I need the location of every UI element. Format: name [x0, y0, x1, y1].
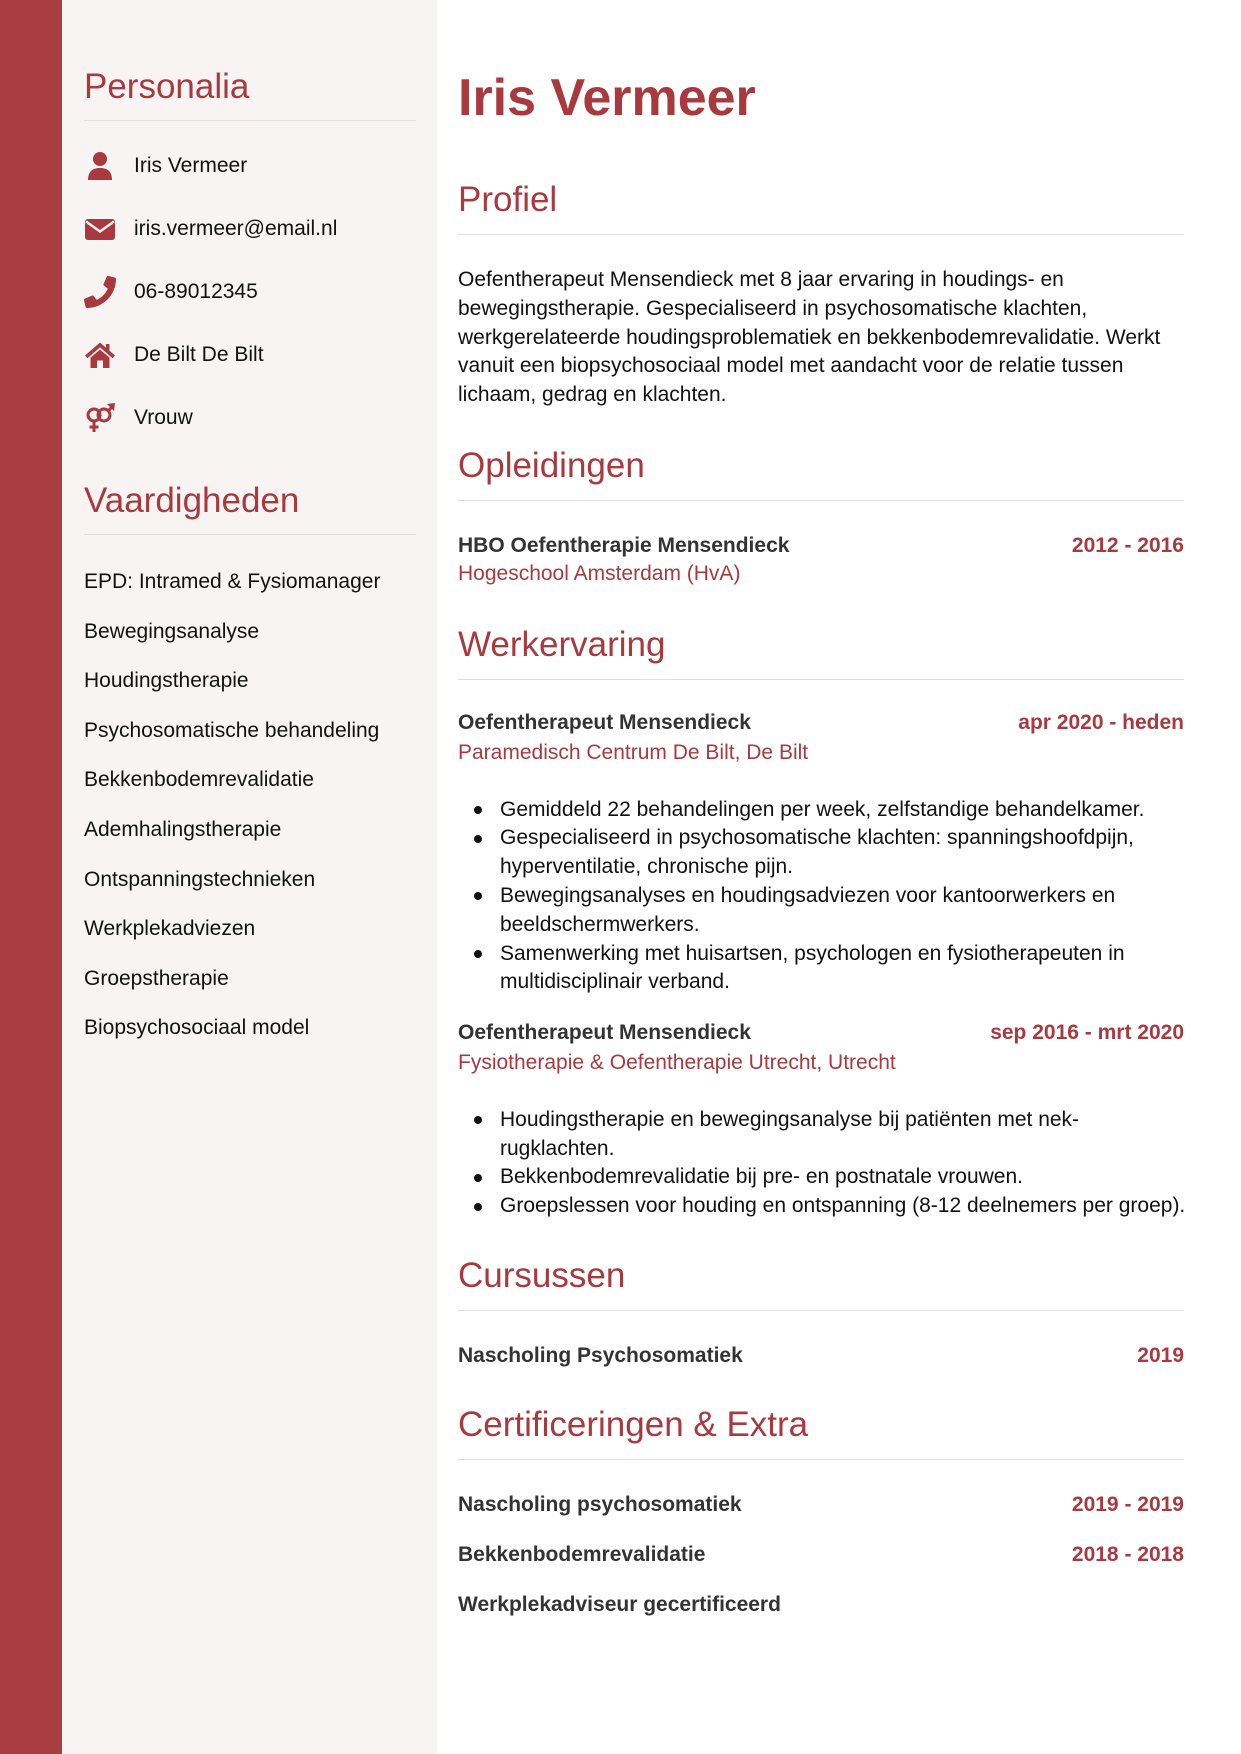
accent-stripe [0, 0, 62, 1754]
contact-name [84, 134, 416, 197]
phone-icon [84, 276, 116, 308]
contact-list [84, 134, 416, 449]
entry-title: Oefentherapeut Mensendieck [458, 1021, 751, 1045]
entry-period: 2019 - 2019 [1071, 1493, 1184, 1516]
profile-heading: Profiel [458, 180, 1184, 235]
skill-item: Houdingstherapie [84, 669, 249, 693]
bullet-item: Houdingstherapie en bewegingsanalyse bij patiënten met nek-rugklachten. [500, 1106, 1190, 1164]
gender-icon [84, 402, 116, 434]
entry-period: sep 2016 - mrt 2020 [990, 1021, 1184, 1045]
certifications-section [458, 1405, 1184, 1619]
skill-item: Ontspanningstechnieken [84, 867, 316, 891]
bullet-item: Bekkenbodemrevalidatie bij pre- en postnatale vrouwen. [500, 1163, 1190, 1192]
entry-title: Bekkenbodemrevalidatie [458, 1543, 706, 1566]
courses-section [458, 1256, 1184, 1370]
sidebar [62, 0, 437, 1754]
skill-item: Bekkenbodemrevalidatie [84, 768, 314, 792]
bullet-item: Samenwerking met huisartsen, psychologen en fysiotherapeuten in multidisciplinair verband. [500, 940, 1190, 998]
certification-entry [458, 1541, 1184, 1569]
envelope-icon [84, 213, 116, 245]
certification-entry [458, 1491, 1184, 1519]
main-content [458, 0, 1184, 1754]
personal-heading: Personalia [84, 67, 416, 121]
education-section [458, 446, 1184, 588]
entry-period: 2019 [1137, 1344, 1184, 1367]
skill-item: EPD: Intramed & Fysiomanager [84, 570, 381, 593]
entry-title: Nascholing Psychosomatiek [458, 1344, 743, 1367]
education-heading: Opleidingen [458, 446, 1184, 501]
contact-name-text: Iris Vermeer [134, 153, 248, 177]
skill-item: Werkplekadviezen [84, 917, 256, 941]
experience-entry [458, 709, 1184, 997]
education-entry [458, 532, 1184, 588]
entry-header [458, 1541, 1184, 1569]
candidate-name: Iris Vermeer [458, 69, 756, 127]
skills-section [84, 481, 416, 1053]
skill-item: Bewegingsanalyse [84, 619, 260, 643]
contact-address [84, 323, 416, 386]
experience-section [458, 625, 1184, 1221]
skill-item: Psychosomatische behandeling [84, 718, 380, 742]
certification-entry [458, 1591, 1184, 1619]
entry-title: Werkplekadviseur gecertificeerd [458, 1593, 781, 1616]
entry-header [458, 1591, 1184, 1619]
course-entry [458, 1342, 1184, 1370]
contact-email [84, 197, 416, 260]
entry-bullets [458, 796, 1190, 998]
bullet-item: Groepslessen voor houding en ontspanning (8-12 deelnemers per groep). [500, 1192, 1190, 1221]
bullet-item: Gespecialiseerd in psychosomatische klachten: spanningshoofdpijn, hyperventilatie, chronische pijn. [500, 824, 1190, 882]
contact-phone [84, 260, 416, 323]
skill-item: Biopsychosociaal model [84, 1016, 310, 1040]
entry-title: HBO Oefentherapie Mensendieck [458, 534, 790, 557]
profile-section [458, 180, 1184, 410]
experience-entry [458, 1019, 1184, 1221]
entry-organization: Paramedisch Centrum De Bilt, De Bilt [458, 741, 809, 764]
contact-gender-text: Vrouw [134, 405, 193, 429]
entry-period: 2012 - 2016 [1071, 534, 1184, 557]
skill-item: Groepstherapie [84, 966, 229, 990]
home-icon [84, 339, 116, 371]
skill-list [84, 557, 416, 1053]
bullet-item: Bewegingsanalyses en houdingsadviezen voor kantoorwerkers en beeldschermwerkers. [500, 882, 1190, 940]
entry-header [458, 1019, 1184, 1047]
contact-email-text: iris.vermeer@email.nl [134, 216, 338, 240]
entry-institution: Hogeschool Amsterdam (HvA) [458, 562, 741, 585]
personal-section [84, 67, 416, 449]
contact-gender [84, 386, 416, 449]
contact-address-text: De Bilt De Bilt [134, 342, 264, 366]
entry-title: Oefentherapeut Mensendieck [458, 711, 751, 734]
courses-heading: Cursussen [458, 1256, 1184, 1311]
entry-header [458, 709, 1184, 737]
entry-period: 2018 - 2018 [1071, 1543, 1184, 1566]
entry-header [458, 532, 1184, 560]
entry-bullets [458, 1106, 1190, 1221]
entry-header [458, 1491, 1184, 1519]
entry-organization: Fysiotherapie & Oefentherapie Utrecht, Utrecht [458, 1051, 896, 1075]
person-icon [84, 150, 116, 182]
bullet-item: Gemiddeld 22 behandelingen per week, zelfstandige behandelkamer. [500, 796, 1190, 825]
contact-phone-text: 06-89012345 [134, 279, 258, 303]
entry-header [458, 1342, 1184, 1370]
skills-heading: Vaardigheden [84, 481, 416, 535]
skill-item: Ademhalingstherapie [84, 817, 282, 841]
entry-period: apr 2020 - heden [1018, 711, 1184, 734]
entry-title: Nascholing psychosomatiek [458, 1493, 742, 1516]
experience-heading: Werkervaring [458, 625, 1184, 680]
certifications-heading: Certificeringen & Extra [458, 1405, 1184, 1460]
profile-text: Oefentherapeut Mensendieck met 8 jaar ervaring in houdings- en bewegingstherapie. Gespecialiseerd in psychosomatische klachten, werkgerelateerde houdingsproblematiek en bekkenbodemrevalidatie. Werkt vanuit een biopsychosociaal model met aandacht voor de relatie tussen lichaam, gedrag en klachten. [458, 268, 1161, 406]
